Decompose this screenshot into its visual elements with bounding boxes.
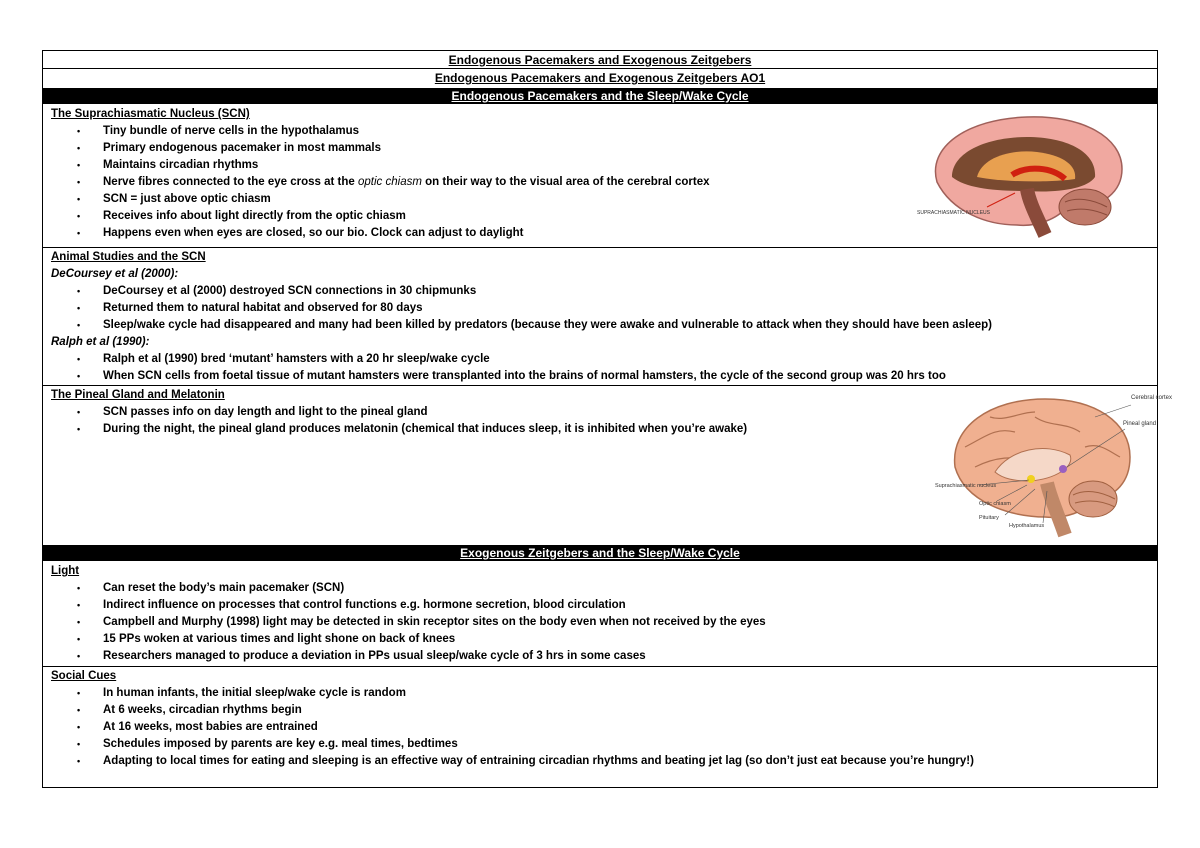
text-run: Nerve fibres connected to the eye cross at the	[103, 176, 359, 188]
ao1-title: Endogenous Pacemakers and Exogenous Zeitgebers AO1	[434, 71, 766, 85]
pineal-title: The Pineal Gland and Melatonin	[51, 389, 225, 401]
divider	[43, 247, 1157, 248]
pituitary-label: Pituitary	[979, 515, 999, 521]
ralph-bullet-list	[51, 351, 1149, 385]
scn-label: Suprachiasmatic nucleus	[935, 483, 997, 489]
decoursey-bullet-list	[51, 283, 1149, 334]
light-bullet-list	[51, 580, 1149, 665]
divider	[43, 68, 1157, 69]
exogenous-section-header: Exogenous Zeitgebers and the Sleep/Wake Cycle	[43, 545, 1157, 561]
optic-chiasm-label: Optic chiasm	[979, 501, 1011, 507]
list-item: • DeCoursey et al (2000) destroyed SCN connections in 30 chipmunks	[51, 283, 1149, 300]
list-item: • Adapting to local times for eating and sleeping is an effective way of entraining circadian rhythms and beating jet lag (so don’t just eat because you’re hungry!)	[51, 753, 1149, 770]
scn-title: The Suprachiasmatic Nucleus (SCN)	[51, 108, 250, 120]
list-item: • During the night, the pineal gland produces melatonin (chemical that induces sleep, it is inhibited when you’re awake)	[51, 421, 1149, 438]
scn-figure-label: SUPRACHIASMATIC NUCLEUS	[917, 210, 990, 216]
list-item: • Receives info about light directly from the optic chiasm	[51, 208, 1149, 225]
list-item: • Primary endogenous pacemaker in most mammals	[51, 140, 1149, 157]
brain-pineal-figure	[935, 387, 1173, 539]
list-item: • Indirect influence on processes that control functions e.g. hormone secretion, blood circulation	[51, 597, 1149, 614]
cerebral-cortex-label: Cerebral cortex	[1131, 395, 1173, 401]
list-item: • Can reset the body’s main pacemaker (SCN)	[51, 580, 1149, 597]
list-item: • Tiny bundle of nerve cells in the hypothalamus	[51, 123, 1149, 140]
list-item: • SCN passes info on day length and light to the pineal gland	[51, 404, 1149, 421]
divider	[43, 385, 1157, 386]
document-page	[42, 50, 1173, 788]
pineal-gland-label: Pineal gland	[1123, 421, 1157, 427]
list-item: • At 6 weeks, circadian rhythms begin	[51, 702, 1149, 719]
list-item: • SCN = just above optic chiasm	[51, 191, 1149, 208]
endogenous-section-header: Endogenous Pacemakers and the Sleep/Wake Cycle	[43, 88, 1157, 104]
list-item: • Schedules imposed by parents are key e.g. meal times, bedtimes	[51, 736, 1149, 753]
list-item: • At 16 weeks, most babies are entrained	[51, 719, 1149, 736]
list-item: • Sleep/wake cycle had disappeared and many had been killed by predators (because they were awake and vulnerable to attack when they should have been asleep)	[51, 317, 1149, 334]
light-section	[51, 563, 1149, 665]
main-title: Endogenous Pacemakers and Exogenous Zeitgebers	[448, 53, 752, 67]
social-cues-title: Social Cues	[51, 670, 117, 682]
decoursey-study-heading: DeCoursey et al (2000):	[51, 268, 179, 280]
list-item: • Happens even when eyes are closed, so our bio. Clock can adjust to daylight	[51, 225, 1149, 242]
list-item: • In human infants, the initial sleep/wake cycle is random	[51, 685, 1149, 702]
divider	[43, 666, 1157, 667]
ralph-study-heading: Ralph et al (1990):	[51, 336, 150, 348]
optic-chiasm-term: optic chiasm	[358, 176, 422, 188]
social-bullet-list	[51, 685, 1149, 770]
text-run: on their way to the visual area of the cerebral cortex	[421, 176, 710, 188]
brain-scn-figure	[917, 107, 1137, 243]
animal-studies-section	[51, 249, 1149, 385]
list-item: • Researchers managed to produce a deviation in PPs usual sleep/wake cycle of 3 hrs in some cases	[51, 648, 1149, 665]
hypothalamus-label: Hypothalamus	[1009, 523, 1045, 529]
social-cues-section	[51, 668, 1149, 770]
list-item: • Returned them to natural habitat and observed for 80 days	[51, 300, 1149, 317]
list-item: • Campbell and Murphy (1998) light may be detected in skin receptor sites on the body even when not received by the eyes	[51, 614, 1149, 631]
list-item: • 15 PPs woken at various times and light shone on back of knees	[51, 631, 1149, 648]
light-title: Light	[51, 565, 80, 577]
animal-studies-title: Animal Studies and the SCN	[51, 251, 206, 263]
list-item: • Ralph et al (1990) bred ‘mutant’ hamsters with a 20 hr sleep/wake cycle	[51, 351, 1149, 368]
list-item: • When SCN cells from foetal tissue of mutant hamsters were transplanted into the brains of normal hamsters, the cycle of the second group was 20 hrs too	[51, 368, 1149, 385]
list-item: • Maintains circadian rhythms	[51, 157, 1149, 174]
